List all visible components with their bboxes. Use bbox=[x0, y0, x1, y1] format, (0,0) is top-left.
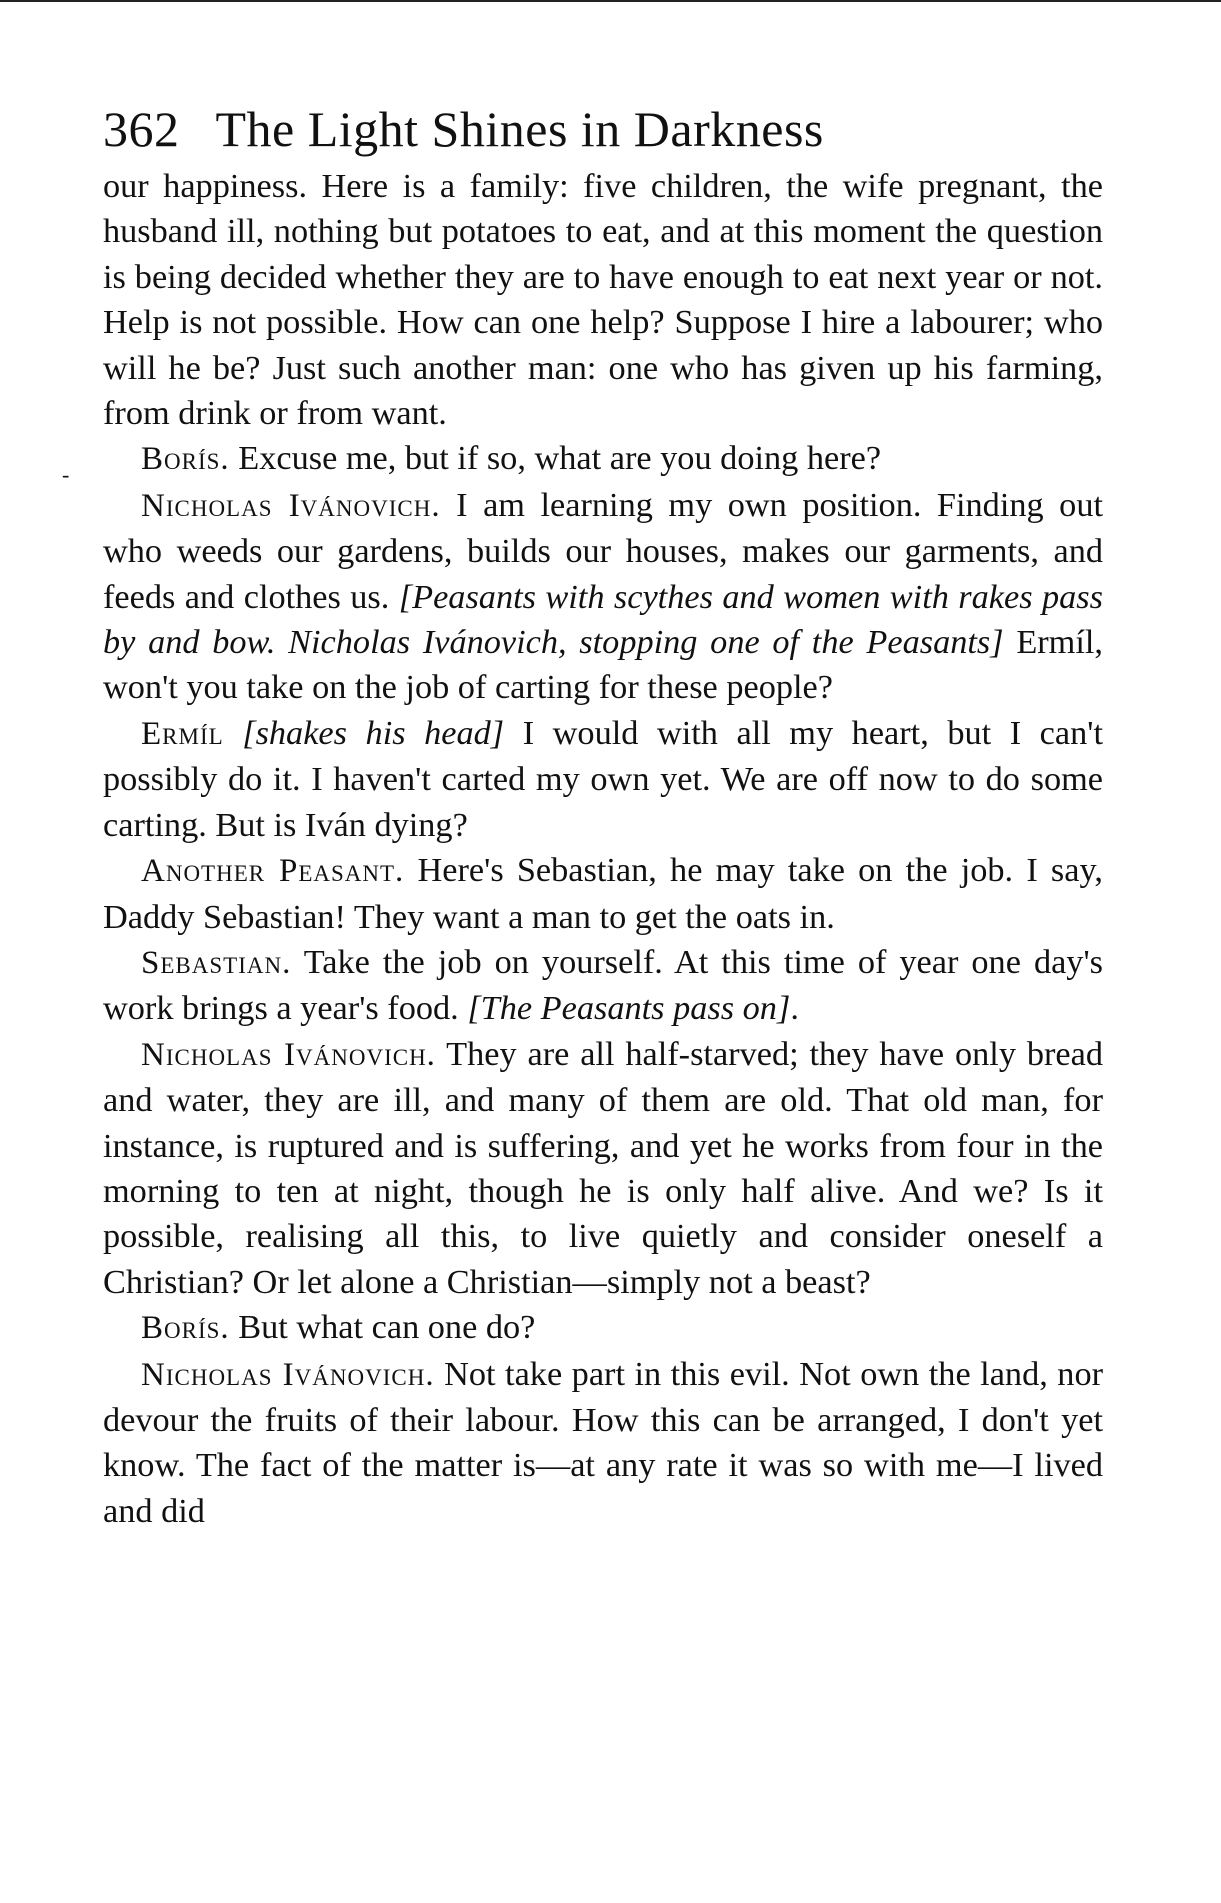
paragraph-5 bbox=[103, 848, 1103, 940]
dialogue-text: Here's Sebastian, he may take on the job. I say, Daddy Sebastian! They want a man to get the oats in. bbox=[103, 851, 1103, 936]
dialogue-text: I am learning my own position. Finding out who weeds our gardens, builds our houses, makes our garments, and feeds and clothes us. bbox=[103, 485, 1104, 616]
dialogue-text: Ermíl, won't you take on the job of carting for these people? bbox=[103, 623, 1103, 707]
paragraph-2 bbox=[103, 436, 1103, 482]
paragraph-9 bbox=[103, 1352, 1103, 1535]
dialogue-text: Excuse me, but if so, what are you doing here? bbox=[238, 439, 882, 478]
stage-direction: [Peasants with scythes and women with rakes pass by and bow. Nicholas Ivánovich, stopping one of the Peasants] bbox=[103, 577, 1103, 662]
speaker-name: Another Peasant. bbox=[141, 853, 405, 890]
speaker-name: Ermíl bbox=[141, 715, 224, 752]
page-body bbox=[103, 164, 1103, 1534]
dialogue-text: I would with all my heart, but I can't possibly do it. I haven't carted my own yet. We are off now to do some carting. But is Iván dying? bbox=[103, 713, 1103, 844]
stage-direction: [The Peasants pass on] bbox=[467, 989, 791, 1028]
speaker-name: Nicholas Ivánovich. bbox=[141, 1356, 435, 1393]
top-rule bbox=[0, 0, 1221, 2]
dialogue-text: Take the job on yourself. At this time of year one day's work brings a year's food. bbox=[103, 942, 1103, 1028]
paragraph-1 bbox=[103, 164, 1103, 436]
margin-mark: - bbox=[62, 462, 70, 487]
speaker-name: Sebastian. bbox=[141, 944, 292, 981]
dialogue-text: Not take part in this evil. Not own the land, nor devour the fruits of their labour. How this can be arranged, I don't yet know. The fact of the matter is—at any rate it was so with me—I lived and did bbox=[103, 1354, 1104, 1530]
running-title: The Light Shines in Darkness bbox=[215, 101, 824, 157]
page-number: 362 bbox=[103, 101, 180, 157]
paragraph-3 bbox=[103, 483, 1103, 711]
dialogue-text: . bbox=[790, 989, 799, 1028]
running-header bbox=[103, 100, 1103, 158]
paragraph-8 bbox=[103, 1305, 1103, 1351]
stage-direction: [shakes his head] bbox=[242, 713, 505, 752]
dialogue-text: They are all half-starved; they have only bread and water, they are ill, and many of them are old. That old man, for instance, is ruptured and is suffering, and yet he works from four in the morning to ten at night, though he is only half alive. And we? Is it possible, realising all this, to live quietly and consider oneself a Christian? Or let alone a Christian—simply not a beast? bbox=[103, 1034, 1103, 1301]
speaker-name: Borís. bbox=[141, 441, 230, 478]
paragraph-7 bbox=[103, 1032, 1103, 1305]
speaker-name: Nicholas Ivánovich. bbox=[141, 487, 441, 524]
speaker-name: Borís. bbox=[141, 1310, 230, 1347]
paragraph-text: our happiness. Here is a family: five children, the wife pregnant, the husband ill, nothing but potatoes to eat, and at this moment the question is being decided whether they are to have enough to eat next year or not. Help is not possible. How can one help? Suppose I hire a labourer; who will he be? Just such another man: one who has given up his farming, from drink or from want. bbox=[103, 167, 1103, 433]
book-page bbox=[103, 100, 1103, 1534]
speaker-name: Nicholas Ivánovich. bbox=[141, 1036, 436, 1073]
paragraph-6 bbox=[103, 940, 1103, 1032]
dialogue-text: But what can one do? bbox=[238, 1308, 536, 1347]
paragraph-4 bbox=[103, 711, 1103, 848]
